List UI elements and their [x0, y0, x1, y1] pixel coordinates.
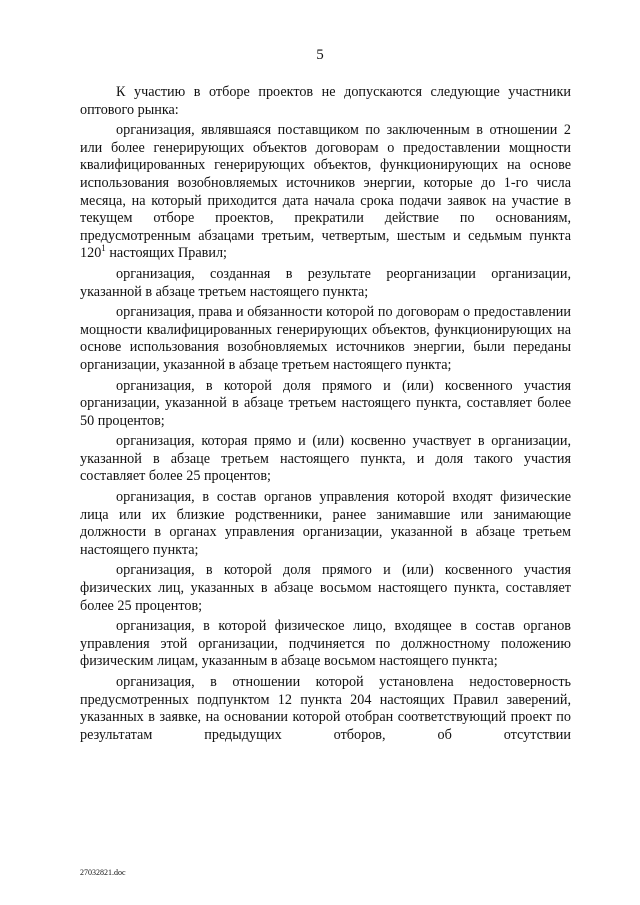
footer-filename: 27032821.doc [80, 868, 126, 877]
intro-paragraph: К участию в отборе проектов не допускаются следующие участники оптового рынка: [80, 84, 571, 118]
paragraph-4: организация, в которой доля прямого и (или) косвенного участия организации, указанной в абзаце третьем настоящего пункта, составляет более 50 процентов; [80, 377, 571, 429]
paragraph-1 [80, 122, 571, 263]
paragraph-3: организация, права и обязанности которой по договорам о предоставлении мощности квалифицированных генерирующих объектов, функционирующих на основе использования возобновляемых источников энергии, были переданы организации, указанной в абзаце третьем настоящего пункта; [80, 304, 571, 373]
document-body [80, 84, 571, 744]
page-number: 5 [316, 47, 324, 63]
paragraph-7: организация, в которой доля прямого и (или) косвенного участия физических лиц, указанных в абзаце восьмом настоящего пункта, составляет более 25 процентов; [80, 562, 571, 614]
paragraph-8: организация, в которой физическое лицо, входящее в состав органов управления этой организации, подчиняется по должностному положению физическим лицам, указанным в абзаце восьмом настоящего пункта; [80, 618, 571, 670]
paragraph-9: организация, в отношении которой установлена недостоверность предусмотренных подпунктом 12 пункта 204 настоящих Правил заверений, указанных в заявке, на основании которой отобран соответствующий проект по результатам предыдущих отборов, об отсутствии [80, 674, 571, 743]
paragraph-6: организация, в состав органов управления которой входят физические лица или их близкие родственники, ранее занимавшие или занимающие должности в органах управления организации, указанной в абзаце третьем настоящего пункта; [80, 489, 571, 558]
paragraph-5: организация, которая прямо и (или) косвенно участвует в организации, указанной в абзаце третьем настоящего пункта, и доля такого участия составляет более 25 процентов; [80, 433, 571, 485]
paragraph-1-tail: настоящих Правил; [105, 245, 227, 262]
paragraph-1-superscript: 1 [101, 243, 106, 254]
paragraph-2: организация, созданная в результате реорганизации организации, указанной в абзаце третьем настоящего пункта; [80, 265, 571, 300]
paragraph-1-text: организация, являвшаяся поставщиком по заключенным в отношении 2 или более генерирующих объектов договорам о предоставлении мощности квалифицированных генерирующих объектов, функционирующих на основе использования возобновляемых источников энергии, которые до 1-го числа месяца, на который приходится дата начала срока подачи заявок на участие в текущем отборе проектов, прекратили действие по основаниям, предусмотренным абзацами третьим, четвертым, шестым и седьмым пункта 120 [80, 122, 571, 262]
